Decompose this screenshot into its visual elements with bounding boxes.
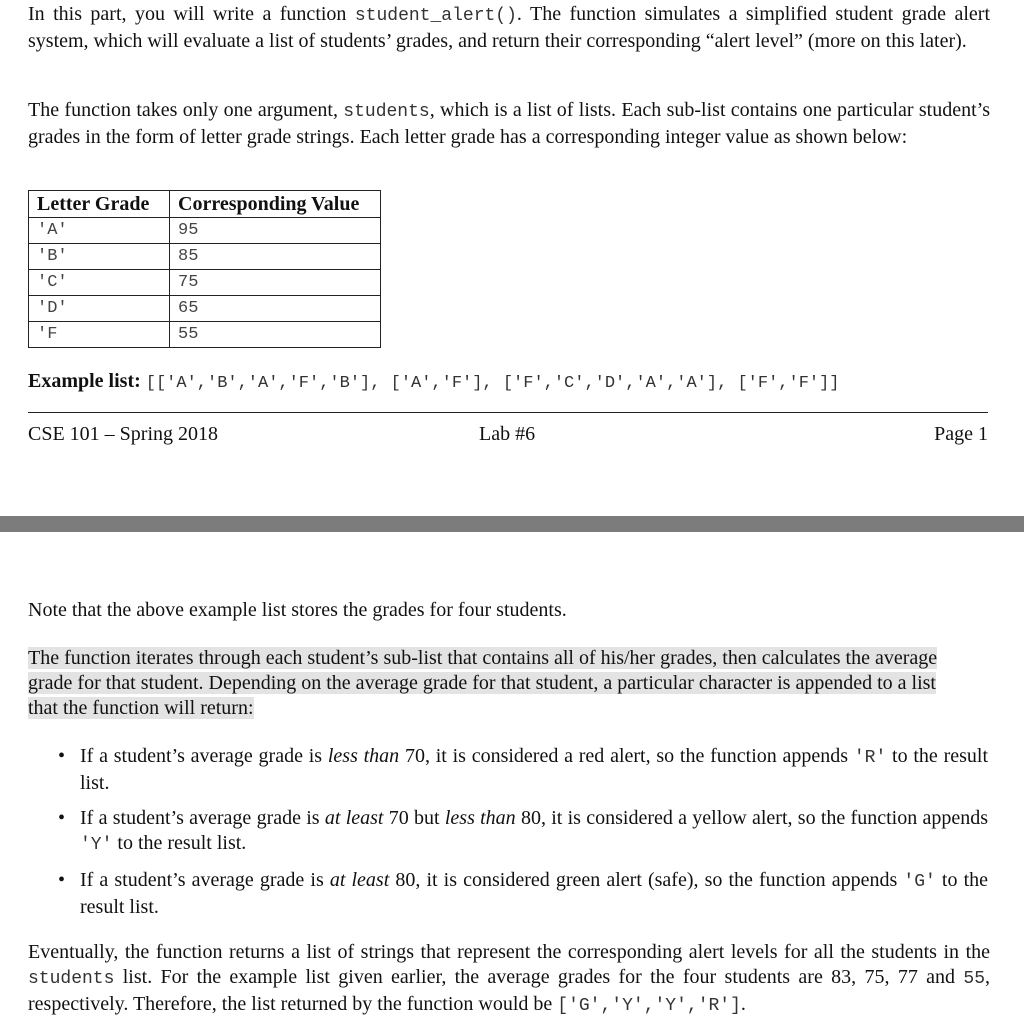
bullet-text: If a student’s average grade is: [80, 807, 325, 829]
bullet-text: 80, it is considered green alert (safe), so the function appends: [389, 869, 904, 891]
footer-page-number: Page 1: [934, 423, 988, 445]
bullet-icon: •: [58, 869, 66, 891]
grade-code: 55: [963, 969, 985, 989]
value-cell: 95: [170, 218, 381, 244]
footer-course: CSE 101 – Spring 2018: [28, 423, 219, 445]
result-text: Eventually, the function returns a list of strings that represent the corresponding alert levels for all the students in the: [28, 941, 990, 963]
emphasis: less than: [444, 807, 516, 829]
value-cell: 65: [170, 296, 381, 322]
argument-text: The function takes only one argument,: [28, 99, 344, 121]
bullet-text: to the result list.: [112, 832, 247, 854]
page-separator: [0, 516, 1024, 532]
bullet-text: 80, it is considered a yellow alert, so the function appends: [515, 807, 988, 829]
letter-grade-cell: 'D': [29, 296, 170, 322]
example-list-code: [['A','B','A','F','B'], ['A','F'], ['F','C','D','A','A'], ['F','F']]: [145, 374, 840, 393]
intro-text-cont: . The function simulates a simplified student grade alert system, which will evaluate a list of students’ grades, and return their corresponding “alert level” (more on this later).: [28, 3, 991, 52]
table-header: Letter Grade: [29, 191, 170, 218]
students-code: students: [343, 102, 430, 122]
value-cell: 55: [170, 322, 381, 348]
result-paragraph: [28, 940, 990, 1019]
result-list-code: ['G','Y','Y','R']: [557, 996, 741, 1016]
highlighted-text: that the function will return:: [28, 697, 254, 719]
result-text: list. For the example list given earlier, the average grades for the four students are 83, 75, 77 and: [114, 966, 964, 988]
footer-rule: [28, 412, 988, 413]
table-row: [29, 322, 381, 348]
alert-code: 'Y': [80, 835, 113, 855]
table-header-row: [29, 191, 381, 218]
table-row: [29, 270, 381, 296]
bullet-text: to the result list.: [80, 745, 988, 794]
value-cell: 85: [170, 244, 381, 270]
table-header: Corresponding Value: [170, 191, 381, 218]
letter-grade-cell: 'F: [29, 322, 170, 348]
emphasis: at least: [324, 807, 384, 829]
alert-code: 'G': [903, 872, 936, 892]
bullet-icon: •: [58, 745, 66, 767]
bullet-icon: •: [58, 807, 66, 829]
highlighted-text: grade for that student. Depending on the average grade for that student, a particular character is appended to a list: [28, 672, 936, 694]
students-code: students: [28, 969, 115, 989]
table-row: [29, 296, 381, 322]
list-item: [58, 744, 988, 796]
argument-paragraph: [28, 98, 990, 150]
bullet-text: 70 but: [383, 807, 445, 829]
grade-value-table: [28, 190, 381, 348]
bullet-text: If a student’s average grade is: [80, 745, 328, 767]
list-item: [58, 806, 988, 858]
argument-text-cont: , which is a list of lists. Each sub-list contains one particular student’s grades in the form of letter grade strings. Each letter grade has a corresponding integer value as shown below:: [28, 99, 990, 148]
example-label: Example list:: [28, 370, 141, 392]
result-text: .: [740, 993, 746, 1015]
emphasis: less than: [327, 745, 400, 767]
note-paragraph: Note that the above example list stores the grades for four students.: [28, 599, 567, 621]
table-row: [29, 218, 381, 244]
table-row: [29, 244, 381, 270]
footer-lab: Lab #6: [479, 423, 536, 445]
highlighted-text: The function iterates through each student’s sub-list that contains all of his/her grades, then calculates the average: [28, 647, 938, 669]
emphasis: at least: [329, 869, 390, 891]
intro-paragraph: [28, 2, 990, 54]
letter-grade-cell: 'A': [29, 218, 170, 244]
function-name-code: student_alert(): [354, 6, 517, 26]
value-cell: 75: [170, 270, 381, 296]
letter-grade-cell: 'C': [29, 270, 170, 296]
iteration-paragraph: [28, 646, 990, 721]
bullet-text: If a student’s average grade is: [80, 869, 330, 891]
intro-text: In this part, you will write a function: [28, 3, 355, 25]
result-text: , respectively. Therefore, the list returned by the function would be: [28, 966, 990, 1015]
example-list: [28, 369, 840, 396]
alert-code: 'R': [853, 748, 887, 768]
bullet-text: 70, it is considered a red alert, so the function appends: [399, 745, 854, 767]
letter-grade-cell: 'B': [29, 244, 170, 270]
list-item: [58, 868, 988, 920]
bullet-text: to the result list.: [80, 869, 988, 918]
